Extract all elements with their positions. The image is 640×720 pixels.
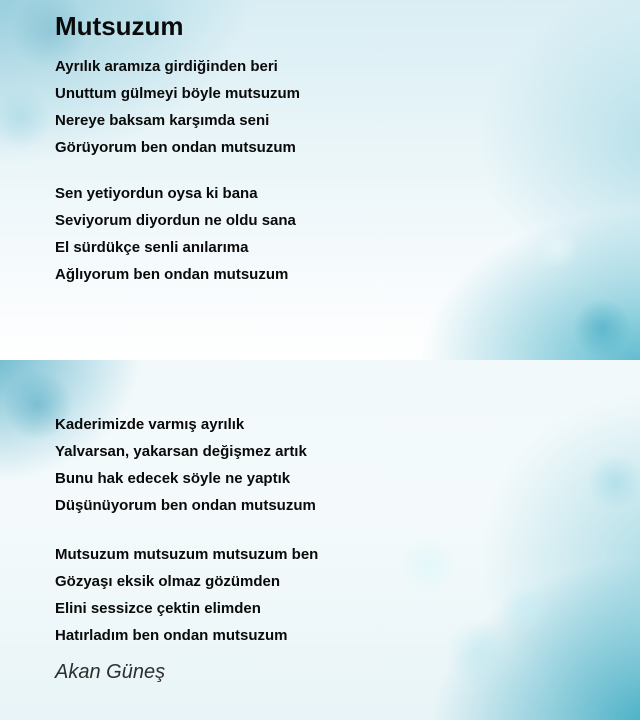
poem-line: Unuttum gülmeyi böyle mutsuzum xyxy=(55,85,301,102)
poem-title: Mutsuzum xyxy=(55,11,184,41)
poem-line: Sen yetiyordun oysa ki bana xyxy=(55,185,258,202)
poem-stanza-1 xyxy=(55,53,300,161)
poem-line: Gözyaşı eksik olmaz gözümden xyxy=(55,573,281,590)
poem-stanza-2 xyxy=(55,180,296,288)
poem-line: Düşünüyorum ben ondan mutsuzum xyxy=(55,497,316,514)
poem-line: Nereye baksam karşımda seni xyxy=(55,112,270,129)
poem-line: Kaderimizde varmış ayrılık xyxy=(55,416,245,433)
poem-line: Elini sessizce çektin elimden xyxy=(55,600,261,617)
poem-line: Görüyorum ben ondan mutsuzum xyxy=(55,139,296,156)
poem-line: Seviyorum diyordun ne oldu sana xyxy=(55,212,296,229)
poem-line: Ayrılık aramıza girdiğinden beri xyxy=(55,58,278,75)
poem-line: Yalvarsan, yakarsan değişmez artık xyxy=(55,443,307,460)
poem-line: Hatırladım ben ondan mutsuzum xyxy=(55,627,288,644)
poem-stanza-3 xyxy=(55,411,316,519)
poem-line: Ağlıyorum ben ondan mutsuzum xyxy=(55,266,289,283)
poem-line: Bunu hak edecek söyle ne yaptık xyxy=(55,470,291,487)
poem-author: Akan Güneş xyxy=(55,661,166,683)
poem-line: Mutsuzum mutsuzum mutsuzum ben xyxy=(55,546,319,563)
poem-stanza-4 xyxy=(55,541,318,649)
poem-line: El sürdükçe senli anılarıma xyxy=(55,239,249,256)
